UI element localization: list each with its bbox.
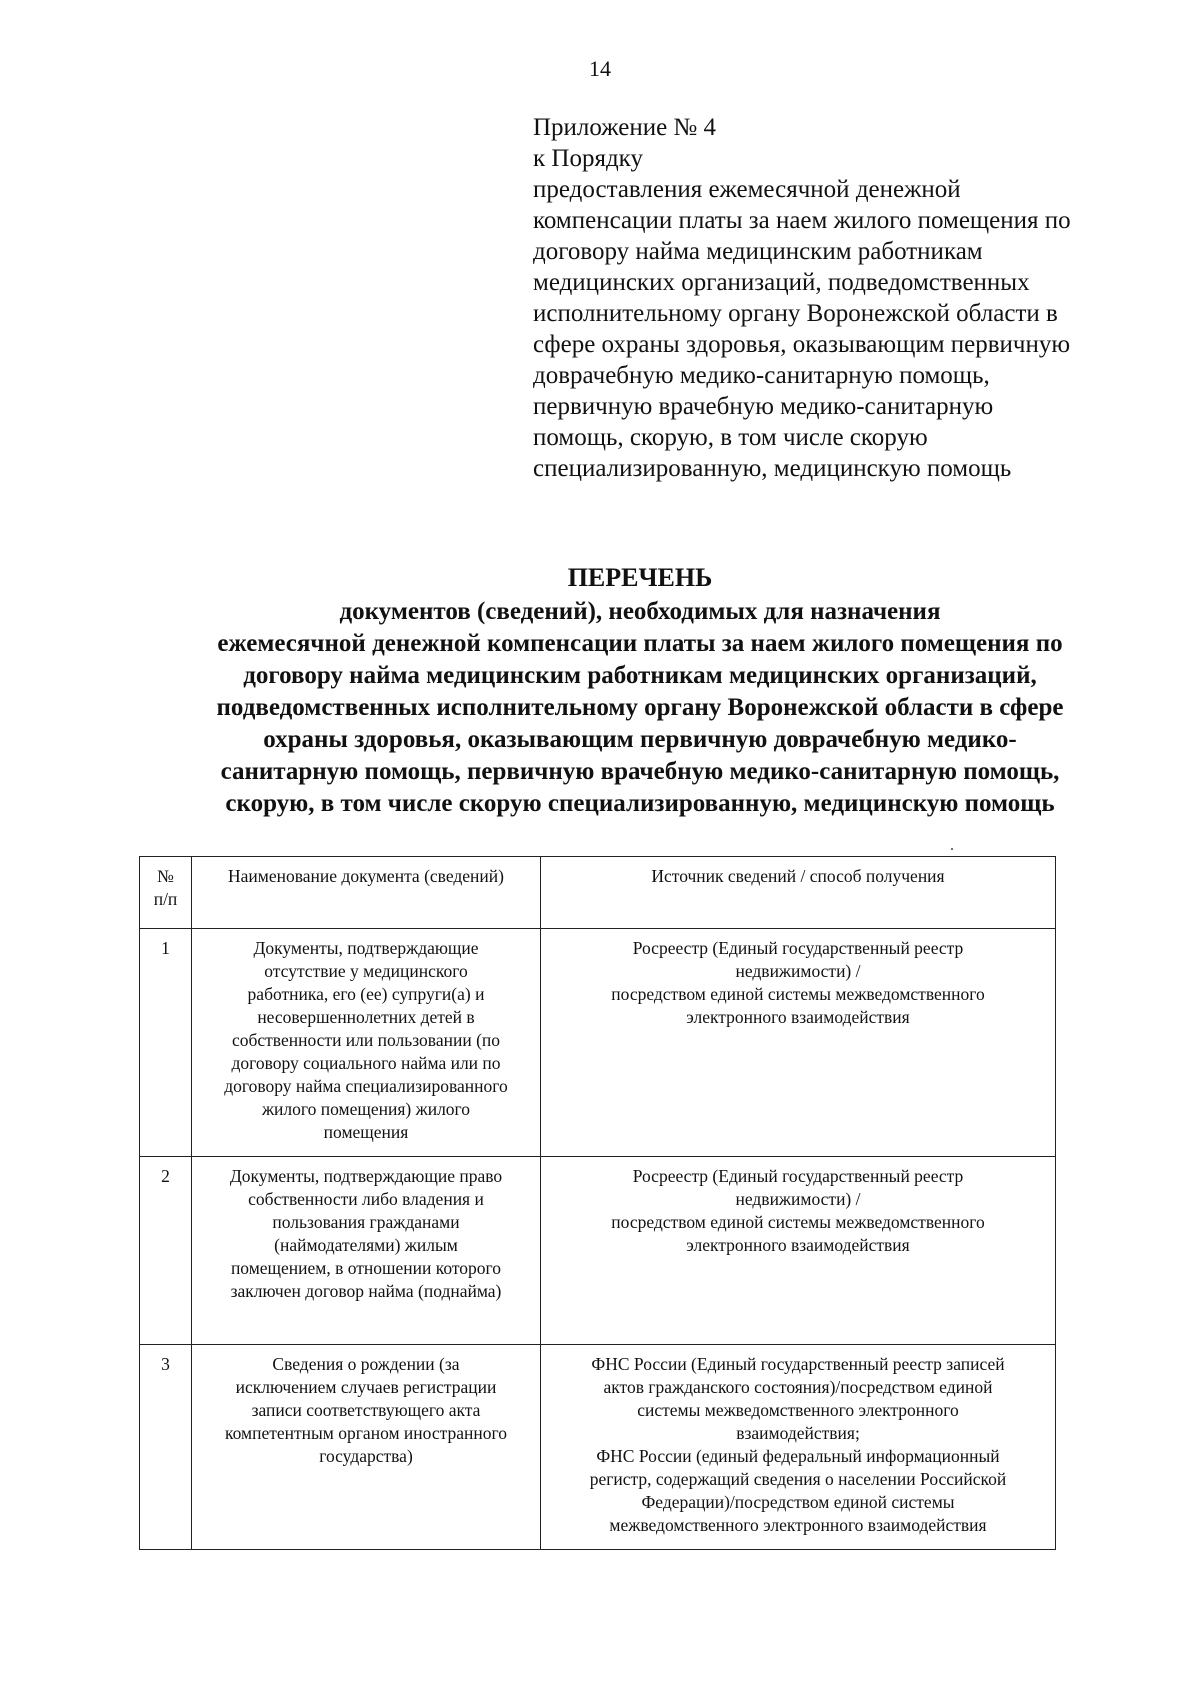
header-source bbox=[541, 857, 1056, 929]
appendix-line: медицинских организаций, подведомственных bbox=[533, 269, 1030, 296]
table-header-row bbox=[140, 857, 1056, 929]
document-line: отсутствие у медицинского bbox=[264, 961, 468, 981]
document-line: несовершеннолетних детей в bbox=[257, 1007, 475, 1027]
document-line: договору найма специализированного bbox=[224, 1076, 508, 1096]
document-line: Документы, подтверждающие bbox=[253, 938, 479, 958]
heading-line: скорую, в том числе скорую специализированную, медицинскую помощь bbox=[225, 790, 1055, 817]
row-num: 1 bbox=[140, 929, 192, 1157]
source-line: электронного взаимодействия bbox=[686, 1235, 910, 1255]
source-line: недвижимости) / bbox=[735, 1189, 861, 1209]
source-line: Росреестр (Единый государственный реестр bbox=[632, 938, 964, 958]
document-line: Документы, подтверждающие право bbox=[229, 1166, 503, 1186]
source-line: посредством единой системы межведомственного bbox=[611, 1212, 985, 1232]
heading-title: ПЕРЕЧЕНЬ bbox=[567, 563, 713, 592]
table-row bbox=[140, 929, 1056, 1157]
scan-speck bbox=[951, 848, 953, 850]
document-line: помещением, в отношении которого bbox=[230, 1258, 502, 1278]
heading-line: санитарную помощь, первичную врачебную медико-санитарную помощь, bbox=[220, 758, 1060, 785]
document-line: собственности или пользовании (по bbox=[231, 1030, 501, 1050]
document-line: собственности либо владения и bbox=[248, 1189, 484, 1209]
heading-line: договору найма медицинским работникам медицинских организаций, bbox=[243, 662, 1037, 689]
source-line: недвижимости) / bbox=[735, 961, 861, 981]
document-line: Сведения о рождении (за bbox=[272, 1354, 460, 1374]
appendix-line: предоставления ежемесячной денежной bbox=[533, 176, 961, 203]
table-row bbox=[140, 1345, 1056, 1550]
document-line: договору социального найма или по bbox=[231, 1053, 501, 1073]
appendix-line: к Порядку bbox=[533, 145, 643, 172]
source-line: электронного взаимодействия bbox=[686, 1007, 910, 1027]
document-line: пользования гражданами bbox=[272, 1212, 460, 1232]
source-line: межведомственного электронного взаимодействия bbox=[609, 1515, 987, 1535]
source-line: актов гражданского состояния)/посредством единой bbox=[603, 1377, 993, 1397]
document-heading bbox=[110, 562, 1170, 820]
appendix-line: специализированную, медицинскую помощь bbox=[533, 455, 1012, 482]
row-source bbox=[541, 929, 1056, 1157]
source-line: взаимодействия; bbox=[736, 1423, 860, 1443]
document-line: (наймодателями) жилым bbox=[274, 1235, 458, 1255]
header-source-label: Источник сведений / способ получения bbox=[651, 866, 945, 886]
row-source bbox=[541, 1157, 1056, 1345]
header-num-line: № bbox=[157, 866, 174, 886]
appendix-line: Приложение № 4 bbox=[533, 114, 717, 141]
source-line: посредством единой системы межведомственного bbox=[611, 984, 985, 1004]
row-source bbox=[541, 1345, 1056, 1550]
appendix-line: сфере охраны здоровья, оказывающим первичную bbox=[533, 331, 1071, 358]
document-line: компетентным органом иностранного bbox=[225, 1423, 507, 1443]
documents-table bbox=[139, 856, 1056, 1550]
heading-line: ежемесячной денежной компенсации платы за наем жилого помещения по bbox=[217, 630, 1063, 657]
heading-line: охраны здоровья, оказывающим первичную доврачебную медико- bbox=[263, 726, 1017, 753]
appendix-block bbox=[533, 112, 1173, 484]
header-document-label: Наименование документа (сведений) bbox=[228, 866, 504, 886]
source-line: ФНС России (единый федеральный информационный bbox=[596, 1446, 1000, 1466]
header-document bbox=[192, 857, 541, 929]
source-line: регистр, содержащий сведения о населении Российской bbox=[589, 1469, 1007, 1489]
document-line: заключен договор найма (поднайма) bbox=[230, 1281, 502, 1301]
row-document bbox=[192, 1157, 541, 1345]
source-line: Росреестр (Единый государственный реестр bbox=[632, 1166, 964, 1186]
document-line: помещения bbox=[323, 1122, 409, 1142]
document-line: записи соответствующего акта bbox=[251, 1400, 481, 1420]
document-line: исключением случаев регистрации bbox=[235, 1377, 497, 1397]
row-num: 2 bbox=[140, 1157, 192, 1345]
table-row bbox=[140, 1157, 1056, 1345]
appendix-line: договору найма медицинским работникам bbox=[533, 238, 983, 265]
row-document bbox=[192, 1345, 541, 1550]
document-line: жилого помещения) жилого bbox=[261, 1099, 471, 1119]
row-document bbox=[192, 929, 541, 1157]
source-line: системы межведомственного электронного bbox=[637, 1400, 959, 1420]
heading-line: документов (сведений), необходимых для назначения bbox=[339, 598, 941, 625]
heading-line: подведомственных исполнительному органу Воронежской области в сфере bbox=[216, 694, 1064, 721]
document-line: государства) bbox=[319, 1446, 413, 1466]
appendix-line: исполнительному органу Воронежской области в bbox=[533, 300, 1058, 327]
source-line: ФНС России (Единый государственный реестр записей bbox=[591, 1354, 1005, 1374]
source-line: Федерации)/посредством единой системы bbox=[641, 1492, 955, 1512]
appendix-line: компенсации платы за наем жилого помещения по bbox=[533, 207, 1071, 234]
appendix-line: помощь, скорую, в том числе скорую bbox=[533, 424, 928, 451]
appendix-line: первичную врачебную медико-санитарную bbox=[533, 393, 994, 420]
page-number: 14 bbox=[589, 56, 611, 81]
row-num: 3 bbox=[140, 1345, 192, 1550]
header-num-line: п/п bbox=[153, 889, 178, 909]
appendix-line: доврачебную медико-санитарную помощь, bbox=[533, 362, 990, 389]
document-line: работника, его (ее) супруги(а) и bbox=[247, 984, 485, 1004]
header-num bbox=[140, 857, 192, 929]
